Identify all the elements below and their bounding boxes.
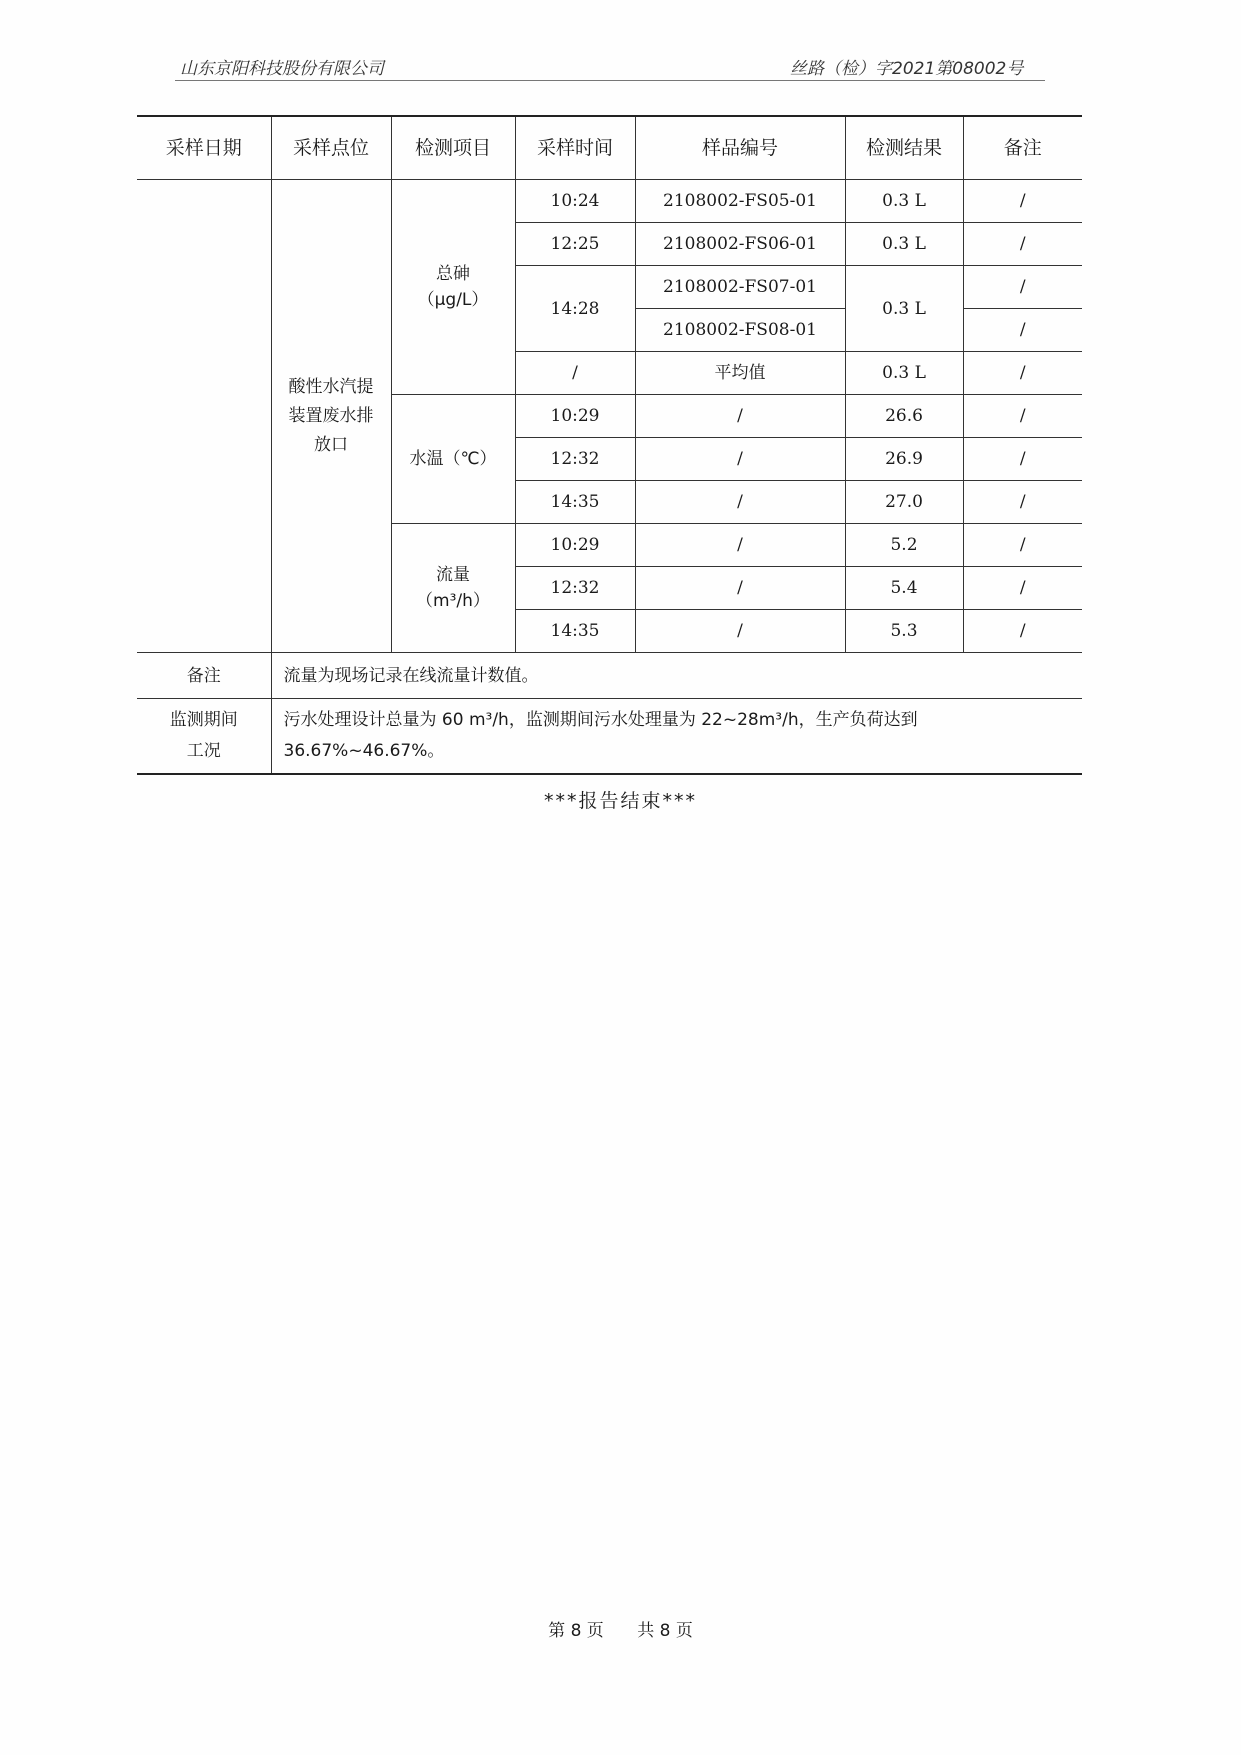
- result-cell: 0.3 L: [845, 266, 963, 352]
- column-header: 检测项目: [391, 116, 515, 180]
- remark-cell: /: [963, 352, 1082, 395]
- remark-cell: /: [963, 309, 1082, 352]
- sample-id-cell: 2108002-FS05-01: [635, 180, 845, 223]
- time-cell: 10:24: [515, 180, 635, 223]
- time-cell: 14:35: [515, 481, 635, 524]
- result-cell: 26.9: [845, 438, 963, 481]
- condition-text: 污水处理设计总量为 60 m³/h，监测期间污水处理量为 22~28m³/h，生产负荷达到 36.67%~46.67%。: [271, 699, 1082, 775]
- remark-cell: /: [963, 180, 1082, 223]
- result-cell: 5.2: [845, 524, 963, 567]
- page-footer: [0, 1616, 1241, 1641]
- sample-id-cell: /: [635, 395, 845, 438]
- note-row: [137, 653, 1082, 699]
- result-cell: 5.4: [845, 567, 963, 610]
- time-cell: 14:28: [515, 266, 635, 352]
- table-row: [137, 180, 1082, 223]
- test-item-name: 总砷: [436, 264, 470, 284]
- time-cell: 14:35: [515, 610, 635, 653]
- result-cell: 0.3 L: [845, 180, 963, 223]
- time-cell: 10:29: [515, 524, 635, 567]
- table-header-row: [137, 116, 1082, 180]
- condition-row: [137, 699, 1082, 775]
- sample-id-cell: 平均值: [635, 352, 845, 395]
- header-divider: [175, 80, 1045, 81]
- test-item-cell: [391, 180, 515, 395]
- result-cell: 5.3: [845, 610, 963, 653]
- page-number: 第 8 页: [548, 1621, 604, 1641]
- test-item-name: 水温（℃）: [409, 449, 497, 469]
- sampling-point-text: 酸性水汽提装置废水排放口: [288, 376, 374, 455]
- time-cell: 12:32: [515, 438, 635, 481]
- condition-label-text: 监测期间工况: [169, 710, 238, 761]
- time-cell: 10:29: [515, 395, 635, 438]
- result-cell: 27.0: [845, 481, 963, 524]
- remark-cell: /: [963, 438, 1082, 481]
- sampling-date-cell: [137, 180, 271, 653]
- sampling-point-cell: [271, 180, 391, 653]
- sample-id-cell: /: [635, 481, 845, 524]
- monitoring-results-table: [137, 115, 1082, 775]
- test-item-cell: [391, 395, 515, 524]
- remark-cell: /: [963, 610, 1082, 653]
- company-name: 山东京阳科技股份有限公司: [180, 59, 384, 79]
- column-header: 采样点位: [271, 116, 391, 180]
- remark-cell: /: [963, 481, 1082, 524]
- column-header: 采样时间: [515, 116, 635, 180]
- result-cell: 0.3 L: [845, 352, 963, 395]
- time-cell: 12:25: [515, 223, 635, 266]
- remark-cell: /: [963, 395, 1082, 438]
- condition-label: [137, 699, 271, 775]
- time-cell: /: [515, 352, 635, 395]
- note-text: 流量为现场记录在线流量计数值。: [271, 653, 1082, 699]
- remark-cell: /: [963, 567, 1082, 610]
- sample-id-cell: /: [635, 524, 845, 567]
- column-header: 样品编号: [635, 116, 845, 180]
- report-number: 丝路（检）字2021第08002号: [790, 59, 1024, 79]
- test-item-name: 流量: [436, 565, 470, 585]
- sample-id-cell: /: [635, 438, 845, 481]
- sample-id-cell: 2108002-FS08-01: [635, 309, 845, 352]
- column-header: 检测结果: [845, 116, 963, 180]
- remark-cell: /: [963, 223, 1082, 266]
- sample-id-cell: 2108002-FS06-01: [635, 223, 845, 266]
- test-item-unit: （m³/h）: [416, 591, 490, 611]
- note-label: 备注: [137, 653, 271, 699]
- sample-id-cell: /: [635, 567, 845, 610]
- sample-id-cell: /: [635, 610, 845, 653]
- test-item-cell: [391, 524, 515, 653]
- page-total: 共 8 页: [637, 1621, 693, 1641]
- result-cell: 0.3 L: [845, 223, 963, 266]
- column-header: 采样日期: [137, 116, 271, 180]
- report-end-mark: ***报告结束***: [543, 790, 697, 812]
- result-cell: 26.6: [845, 395, 963, 438]
- column-header: 备注: [963, 116, 1082, 180]
- sample-id-cell: 2108002-FS07-01: [635, 266, 845, 309]
- remark-cell: /: [963, 266, 1082, 309]
- test-item-unit: （μg/L）: [417, 290, 489, 310]
- time-cell: 12:32: [515, 567, 635, 610]
- remark-cell: /: [963, 524, 1082, 567]
